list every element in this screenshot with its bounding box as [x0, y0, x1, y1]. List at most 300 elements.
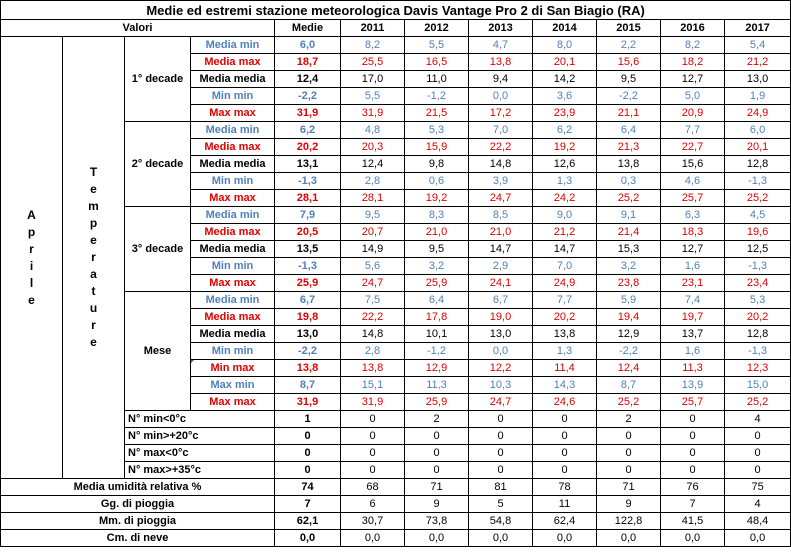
mean-value: 28,1 — [275, 190, 341, 207]
year-value: 7,0 — [533, 258, 597, 275]
year-value: 5,3 — [405, 122, 469, 139]
year-value: 12,7 — [661, 71, 725, 88]
year-value: -2,2 — [597, 343, 661, 360]
year-value: 9,1 — [597, 207, 661, 224]
row-label: Media min — [191, 37, 275, 54]
year-value: 28,1 — [341, 190, 405, 207]
year-value: 7,7 — [533, 292, 597, 309]
mean-value: 1 — [275, 411, 341, 428]
month-letter: p — [27, 224, 36, 239]
year-value: 2,9 — [469, 258, 533, 275]
year-value: 15,3 — [597, 241, 661, 258]
year-value: 17,0 — [341, 71, 405, 88]
year-value: 1,6 — [661, 343, 725, 360]
row-label: Min min — [191, 88, 275, 105]
year-value: 5,5 — [405, 37, 469, 54]
year-value: 12,9 — [597, 326, 661, 343]
temperature-letter: a — [90, 267, 97, 281]
year-value: 19,2 — [533, 139, 597, 156]
year-value: 5,3 — [725, 292, 791, 309]
summary-label: Media umidità relativa % — [1, 479, 275, 496]
month-label — [1, 37, 63, 479]
year-value: 9,5 — [597, 71, 661, 88]
mean-value: 13,5 — [275, 241, 341, 258]
year-value: 11,3 — [405, 377, 469, 394]
year-value: 5,9 — [597, 292, 661, 309]
year-value: 9 — [405, 496, 469, 513]
month-letter: e — [28, 292, 35, 307]
year-value: 13,8 — [469, 54, 533, 71]
year-value: 17,2 — [469, 105, 533, 122]
decade-label: 3° decade — [125, 207, 191, 292]
year-value: 122,8 — [597, 513, 661, 530]
mean-value: 13,8 — [275, 360, 341, 377]
year-value: 5,6 — [341, 258, 405, 275]
year-value: 24,1 — [469, 275, 533, 292]
year-value: 24,2 — [533, 190, 597, 207]
year-value: 13,9 — [661, 377, 725, 394]
year-value: 3,6 — [533, 88, 597, 105]
row-label: Max min — [191, 377, 275, 394]
year-value: 23,4 — [725, 275, 791, 292]
year-value: 9,5 — [405, 241, 469, 258]
year-value: 14,8 — [469, 156, 533, 173]
temperature-letter: r — [91, 250, 96, 264]
temperature-letter: p — [89, 216, 98, 230]
year-value: 14,3 — [533, 377, 597, 394]
mean-value: -1,3 — [275, 258, 341, 275]
year-value: 12,5 — [725, 241, 791, 258]
year-value: 0,0 — [661, 530, 725, 547]
year-value: 21,1 — [597, 105, 661, 122]
year-value: 0,0 — [597, 530, 661, 547]
row-label: Media min — [191, 207, 275, 224]
year-value: 21,4 — [597, 224, 661, 241]
year-value: 23,8 — [597, 275, 661, 292]
month-letter: i — [29, 258, 34, 273]
year-value: 14,2 — [533, 71, 597, 88]
mean-value: 13,1 — [275, 156, 341, 173]
mean-value: 0 — [275, 445, 341, 462]
year-value: 15,6 — [597, 54, 661, 71]
year-value: 24,6 — [533, 394, 597, 411]
temperature-letter: e — [90, 233, 97, 247]
year-value: 4,5 — [725, 207, 791, 224]
year-value: 21,0 — [405, 224, 469, 241]
summary-label: Gg. di pioggia — [1, 496, 275, 513]
table-row — [1, 513, 791, 530]
year-value: 14,7 — [533, 241, 597, 258]
year-value: 2 — [597, 411, 661, 428]
mean-value: 31,9 — [275, 394, 341, 411]
year-value: 24,7 — [469, 190, 533, 207]
mean-value: 7,9 — [275, 207, 341, 224]
year-value: 9,5 — [341, 207, 405, 224]
year-value: -1,3 — [725, 258, 791, 275]
year-value: 16,5 — [405, 54, 469, 71]
year-value: -1,2 — [405, 343, 469, 360]
year-value: 0 — [341, 445, 405, 462]
year-value: 21,5 — [405, 105, 469, 122]
year-value: 0 — [341, 462, 405, 479]
year-value: 0 — [597, 445, 661, 462]
mean-value: 6,0 — [275, 37, 341, 54]
year-value: 7,7 — [661, 122, 725, 139]
year-value: 12,7 — [661, 241, 725, 258]
year-value: 24,7 — [341, 275, 405, 292]
year-value: 15,6 — [661, 156, 725, 173]
year-value: 0,0 — [469, 88, 533, 105]
table-row — [1, 479, 791, 496]
mean-value: 7 — [275, 496, 341, 513]
year-value: 76 — [661, 479, 725, 496]
mean-value: 18,7 — [275, 54, 341, 71]
year-value: 21,3 — [597, 139, 661, 156]
header-medie: Medie — [275, 20, 341, 37]
year-value: 12,6 — [533, 156, 597, 173]
year-value: 11,4 — [533, 360, 597, 377]
year-value: 3,2 — [597, 258, 661, 275]
year-value: 4 — [725, 411, 791, 428]
year-value: 8,5 — [469, 207, 533, 224]
year-value: 2,8 — [341, 343, 405, 360]
year-value: 0 — [597, 462, 661, 479]
year-value: 4,6 — [661, 173, 725, 190]
mean-value: 0 — [275, 462, 341, 479]
year-value: 8,0 — [533, 37, 597, 54]
year-value: 22,7 — [661, 139, 725, 156]
year-value: 20,9 — [661, 105, 725, 122]
year-value: 25,7 — [661, 190, 725, 207]
row-label: Max max — [191, 275, 275, 292]
year-value: 21,2 — [533, 224, 597, 241]
row-label: Media max — [191, 224, 275, 241]
temperature-letter: r — [91, 318, 96, 332]
mean-value: 20,5 — [275, 224, 341, 241]
year-value: 20,3 — [341, 139, 405, 156]
year-value: 0 — [725, 445, 791, 462]
year-value: 25,2 — [725, 190, 791, 207]
year-value: 2 — [405, 411, 469, 428]
month-letter: l — [29, 275, 34, 290]
year-value: 4 — [725, 496, 791, 513]
year-value: 0 — [725, 428, 791, 445]
year-value: 0 — [533, 462, 597, 479]
row-label: Min min — [191, 173, 275, 190]
year-value: 17,8 — [405, 309, 469, 326]
year-value: 68 — [341, 479, 405, 496]
year-value: 6,2 — [533, 122, 597, 139]
year-value: 13,7 — [661, 326, 725, 343]
year-value: 41,5 — [661, 513, 725, 530]
year-value: 1,3 — [533, 173, 597, 190]
mean-value: 20,2 — [275, 139, 341, 156]
year-value: 14,9 — [341, 241, 405, 258]
year-value: 25,2 — [597, 190, 661, 207]
year-value: 6,7 — [469, 292, 533, 309]
year-value: -1,3 — [725, 173, 791, 190]
year-value: 19,6 — [725, 224, 791, 241]
year-value: 0 — [405, 462, 469, 479]
mean-value: 62,1 — [275, 513, 341, 530]
header-year: 2017 — [725, 20, 791, 37]
year-value: 22,2 — [341, 309, 405, 326]
year-value: 12,2 — [469, 360, 533, 377]
mean-value: 6,2 — [275, 122, 341, 139]
year-value: 15,0 — [725, 377, 791, 394]
year-value: 25,5 — [341, 54, 405, 71]
year-value: 0,0 — [533, 530, 597, 547]
year-value: 5,0 — [661, 88, 725, 105]
year-value: 7,0 — [469, 122, 533, 139]
row-label: Media min — [191, 122, 275, 139]
mean-value: 8,7 — [275, 377, 341, 394]
year-value: 0 — [341, 411, 405, 428]
mean-value: -1,3 — [275, 173, 341, 190]
month-letter: A — [27, 207, 36, 222]
count-label: N° max>+35°c — [125, 462, 275, 479]
year-value: 71 — [405, 479, 469, 496]
row-label: Min min — [191, 343, 275, 360]
year-value: 6 — [341, 496, 405, 513]
header-year: 2013 — [469, 20, 533, 37]
year-value: 19,4 — [597, 309, 661, 326]
table-row — [1, 496, 791, 513]
year-value: 12,8 — [725, 156, 791, 173]
year-value: 7 — [661, 496, 725, 513]
mean-value: 12,4 — [275, 71, 341, 88]
row-label: Max max — [191, 105, 275, 122]
year-value: 3,2 — [405, 258, 469, 275]
year-value: 15,1 — [341, 377, 405, 394]
year-value: 25,2 — [725, 394, 791, 411]
year-value: 4,7 — [469, 37, 533, 54]
header-year: 2014 — [533, 20, 597, 37]
year-value: 48,4 — [725, 513, 791, 530]
year-value: 22,2 — [469, 139, 533, 156]
header-year: 2011 — [341, 20, 405, 37]
row-label: Min max — [191, 360, 275, 377]
temperature-letter: e — [90, 182, 97, 196]
row-label: Media media — [191, 71, 275, 88]
header-year: 2012 — [405, 20, 469, 37]
year-value: 14,8 — [341, 326, 405, 343]
year-value: 25,2 — [597, 394, 661, 411]
decade-label: 1° decade — [125, 37, 191, 122]
year-value: 0,0 — [469, 530, 533, 547]
year-value: 8,3 — [405, 207, 469, 224]
mean-value: -2,2 — [275, 343, 341, 360]
year-value: 20,1 — [533, 54, 597, 71]
year-value: 12,3 — [725, 360, 791, 377]
year-value: -1,2 — [405, 88, 469, 105]
year-value: -1,3 — [725, 343, 791, 360]
year-value: 6,4 — [597, 122, 661, 139]
year-value: 10,1 — [405, 326, 469, 343]
year-value: 0 — [661, 462, 725, 479]
header-year: 2016 — [661, 20, 725, 37]
year-value: 12,8 — [725, 326, 791, 343]
year-value: 13,0 — [469, 326, 533, 343]
year-value: 9,4 — [469, 71, 533, 88]
year-value: 5,4 — [725, 37, 791, 54]
year-value: 13,0 — [725, 71, 791, 88]
year-value: 71 — [597, 479, 661, 496]
temperature-letter: t — [91, 284, 96, 298]
year-value: 6,0 — [725, 122, 791, 139]
year-value: 0 — [597, 428, 661, 445]
year-value: 19,7 — [661, 309, 725, 326]
year-value: 0 — [661, 411, 725, 428]
year-value: 0 — [341, 428, 405, 445]
year-value: 18,2 — [661, 54, 725, 71]
count-label: N° min>+20°c — [125, 428, 275, 445]
year-value: 2,8 — [341, 173, 405, 190]
year-value: 9,0 — [533, 207, 597, 224]
mean-value: 31,9 — [275, 105, 341, 122]
year-value: 0,0 — [469, 343, 533, 360]
year-value: 0,0 — [405, 530, 469, 547]
year-value: 0 — [405, 445, 469, 462]
year-value: 12,4 — [597, 360, 661, 377]
year-value: 11,0 — [405, 71, 469, 88]
year-value: 0 — [533, 428, 597, 445]
year-value: 13,8 — [341, 360, 405, 377]
mean-value: -2,2 — [275, 88, 341, 105]
year-value: 1,9 — [725, 88, 791, 105]
year-value: 2,2 — [597, 37, 661, 54]
year-value: 8,2 — [341, 37, 405, 54]
year-value: 14,7 — [469, 241, 533, 258]
year-value: 0 — [661, 428, 725, 445]
year-value: 5,5 — [341, 88, 405, 105]
temperature-letter: e — [90, 335, 97, 349]
year-value: 0 — [533, 411, 597, 428]
year-value: 21,0 — [469, 224, 533, 241]
year-value: 1,6 — [661, 258, 725, 275]
year-value: 6,4 — [405, 292, 469, 309]
row-label: Media max — [191, 139, 275, 156]
year-value: 19,2 — [405, 190, 469, 207]
year-value: 6,3 — [661, 207, 725, 224]
year-value: 11 — [533, 496, 597, 513]
row-label: Media media — [191, 156, 275, 173]
year-value: 25,9 — [405, 275, 469, 292]
row-label: Max max — [191, 394, 275, 411]
year-value: 81 — [469, 479, 533, 496]
year-value: 25,9 — [405, 394, 469, 411]
year-value: 75 — [725, 479, 791, 496]
year-value: 62,4 — [533, 513, 597, 530]
year-value: 0 — [469, 445, 533, 462]
table-row — [1, 530, 791, 547]
mean-value: 13,0 — [275, 326, 341, 343]
year-value: 18,3 — [661, 224, 725, 241]
header-valori: Valori — [1, 20, 275, 37]
year-value: 11,3 — [661, 360, 725, 377]
year-value: 12,9 — [405, 360, 469, 377]
year-value: 21,2 — [725, 54, 791, 71]
year-value: 20,2 — [533, 309, 597, 326]
year-value: 54,8 — [469, 513, 533, 530]
temperature-letter: m — [88, 199, 99, 213]
year-value: 25,7 — [661, 394, 725, 411]
row-label: Media max — [191, 54, 275, 71]
year-value: 10,3 — [469, 377, 533, 394]
row-label: Media media — [191, 241, 275, 258]
year-value: 24,9 — [725, 105, 791, 122]
temperature-letter: u — [89, 301, 98, 315]
year-value: 0,3 — [597, 173, 661, 190]
table-title: Medie ed estremi stazione meteorologica Davis Vantage Pro 2 di San Biagio (RA) — [1, 1, 791, 20]
year-value: 0 — [533, 445, 597, 462]
year-value: 7,4 — [661, 292, 725, 309]
row-label: Media min — [191, 292, 275, 309]
year-value: 20,1 — [725, 139, 791, 156]
year-value: 0,0 — [341, 530, 405, 547]
year-value: 5 — [469, 496, 533, 513]
count-label: N° max<0°c — [125, 445, 275, 462]
year-value: 0 — [469, 428, 533, 445]
count-label: N° min<0°c — [125, 411, 275, 428]
year-value: 24,7 — [469, 394, 533, 411]
mean-value: 25,9 — [275, 275, 341, 292]
year-value: 4,8 — [341, 122, 405, 139]
row-label: Min min — [191, 258, 275, 275]
header-year: 2015 — [597, 20, 661, 37]
year-value: 0 — [661, 445, 725, 462]
year-value: 8,7 — [597, 377, 661, 394]
summary-label: Cm. di neve — [1, 530, 275, 547]
decade-label: 2° decade — [125, 122, 191, 207]
year-value: 0 — [405, 428, 469, 445]
year-value: 23,1 — [661, 275, 725, 292]
year-value: 31,9 — [341, 394, 405, 411]
year-value: 78 — [533, 479, 597, 496]
year-value: 73,8 — [405, 513, 469, 530]
year-value: 0,0 — [725, 530, 791, 547]
mean-value: 19,8 — [275, 309, 341, 326]
summary-label: Mm. di pioggia — [1, 513, 275, 530]
year-value: 31,9 — [341, 105, 405, 122]
year-value: -2,2 — [597, 88, 661, 105]
month-letter: r — [29, 241, 34, 256]
year-value: 0 — [469, 462, 533, 479]
year-value: 19,0 — [469, 309, 533, 326]
year-value: 8,2 — [661, 37, 725, 54]
row-label: Media max — [191, 309, 275, 326]
mean-value: 0 — [275, 428, 341, 445]
year-value: 13,8 — [533, 326, 597, 343]
mean-value: 6,7 — [275, 292, 341, 309]
year-value: 13,8 — [597, 156, 661, 173]
year-value: 9,8 — [405, 156, 469, 173]
year-value: 23,9 — [533, 105, 597, 122]
year-value: 0 — [469, 411, 533, 428]
mean-value: 0,0 — [275, 530, 341, 547]
year-value: 24,9 — [533, 275, 597, 292]
year-value: 7,5 — [341, 292, 405, 309]
table-row — [1, 37, 791, 54]
year-value: 0 — [725, 462, 791, 479]
year-value: 15,9 — [405, 139, 469, 156]
temperature-letter: T — [89, 165, 98, 179]
year-value: 3,9 — [469, 173, 533, 190]
year-value: 20,7 — [341, 224, 405, 241]
temperature-label — [63, 37, 125, 479]
year-value: 9 — [597, 496, 661, 513]
year-value: 30,7 — [341, 513, 405, 530]
